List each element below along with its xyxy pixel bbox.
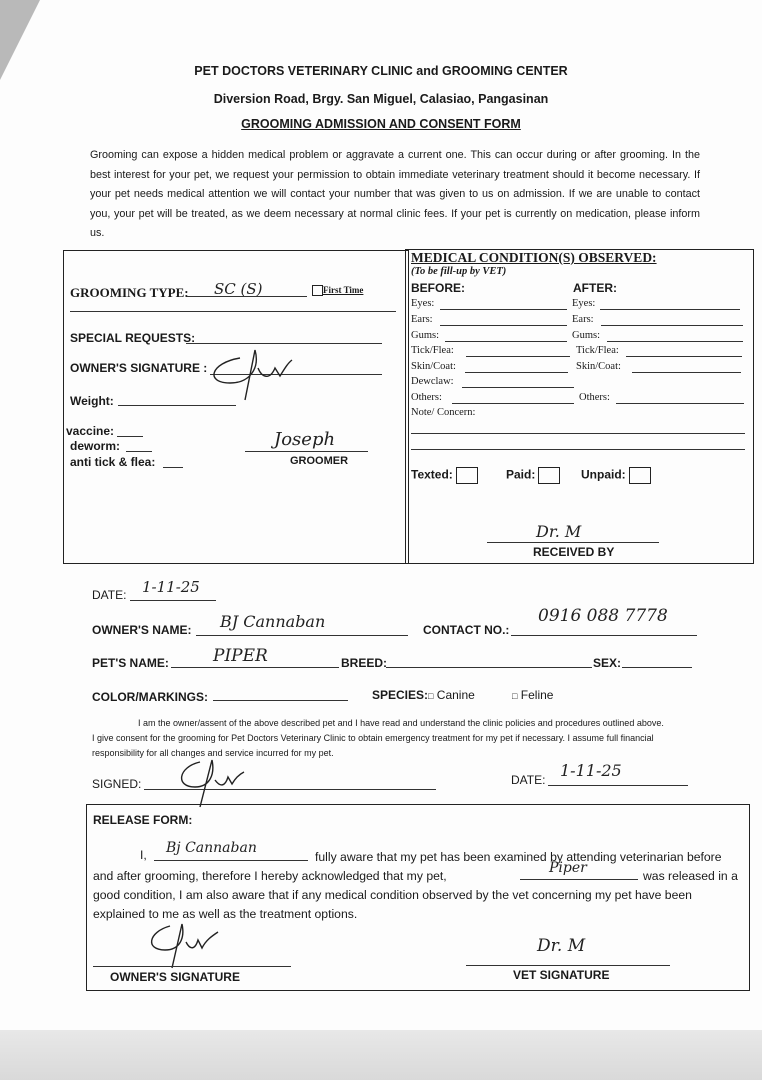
before-gums-label: Gums: [411,330,440,341]
sex-label: SEX: [593,656,622,670]
release-owner-signature-scribble [140,918,230,973]
grooming-extra-line [70,311,396,312]
first-time-option[interactable] [312,285,363,296]
before-tickflea-label: Tick/Flea: [411,345,454,356]
groomer-value[interactable]: Joseph [274,429,336,450]
release-pet-value[interactable]: Piper [549,860,587,876]
release-i: I, [140,848,147,862]
canine-checkbox[interactable]: □ [428,691,434,701]
pet-name-label: PET'S NAME: [92,656,169,670]
release-text-b: was released in a good condition, I am also aware that if any medical condition observed by the vet concerning my pet have been explained to me as well as the treatment options. [93,869,738,921]
medical-title: MEDICAL CONDITION(S) OBSERVED: [411,250,657,265]
antitick-line [163,467,183,468]
before-skincoat-line[interactable] [465,372,568,373]
note-concern-label: Note/ Concern: [411,407,476,418]
after-gums-line[interactable] [607,341,743,342]
before-tickflea-line[interactable] [466,356,570,357]
received-by-value[interactable]: Dr. M [536,522,582,541]
texted-option[interactable] [411,467,478,484]
after-label: AFTER: [573,281,617,295]
grooming-type-value[interactable]: SC (S) [214,280,263,298]
feline-option[interactable] [512,688,553,702]
consent-date-line [548,785,688,786]
owner-name-value[interactable]: BJ Cannaban [220,612,326,631]
after-ears-line[interactable] [601,325,743,326]
owner-signature-scribble [200,338,310,408]
after-tickflea-label: Tick/Flea: [576,345,619,356]
owner-name-label: OWNER'S NAME: [92,623,192,637]
before-ears-label: Ears: [411,314,433,325]
vaccine-label: vaccine: [66,424,115,438]
before-label: BEFORE: [411,281,465,295]
contact-line [511,635,697,636]
contact-label: CONTACT NO.: [423,623,510,637]
release-owner-signature-line [93,966,291,967]
received-by-label: RECEIVED BY [533,545,615,559]
canine-option[interactable] [428,688,475,702]
clinic-address: Diversion Road, Brgy. San Miguel, Calasiao, Pangasinan [213,92,549,106]
clinic-name: PET DOCTORS VETERINARY CLINIC and GROOMING CENTER [194,64,568,78]
before-gums-line[interactable] [445,341,567,342]
first-time-checkbox[interactable] [312,285,323,296]
feline-checkbox[interactable]: □ [512,691,518,701]
after-ears-label: Ears: [572,314,594,325]
after-gums-label: Gums: [572,330,601,341]
unpaid-label: Unpaid: [581,467,626,482]
before-others-label: Others: [411,392,442,403]
vet-signature-line [466,965,670,966]
breed-line[interactable] [386,667,592,668]
consent-signature-scribble [170,752,250,812]
texted-label: Texted: [411,467,453,482]
vet-signature-label: VET SIGNATURE [513,968,610,982]
paid-checkbox[interactable] [538,467,560,484]
received-by-line [487,542,659,543]
antitick-label: anti tick & flea: [70,455,156,469]
before-dewclaw-label: Dewclaw: [411,376,454,387]
after-others-label: Others: [579,392,610,403]
canine-label: Canine [436,688,475,702]
form-title: GROOMING ADMISSION AND CONSENT FORM [241,117,521,131]
species-label: SPECIES: [372,688,429,702]
note-line-2[interactable] [411,449,745,450]
breed-label: BREED: [341,656,388,670]
before-ears-line[interactable] [440,325,567,326]
deworm-label: deworm: [70,439,121,453]
first-time-label: First Time [323,285,364,295]
groomer-label: GROOMER [290,455,349,467]
texted-checkbox[interactable] [456,467,478,484]
consent-line-2: I give consent for the grooming for Pet Doctors Veterinary Clinic to obtain emergency treatment for my pet if necessary. I assume full financial responsibility for all changes and service incurred for my pet. [92,733,654,758]
owner-signature-label: OWNER'S SIGNATURE : [70,361,208,375]
intro-paragraph: Grooming can expose a hidden medical problem or aggravate a current one. This can occur during or after grooming. In the best interest for your pet, we request your permission to obtain immediate veterinary treatment should it become necessary. If your pet needs medical attention we will contact your number that was given to us on admission. If we are unable to contact you, your pet will be treated, as we deem necessary at normal clinic fees. If your pet is currently on medication, please inform us. [90,149,700,240]
feline-label: Feline [520,688,554,702]
release-owner-value[interactable]: Bj Cannaban [166,840,257,856]
after-eyes-line[interactable] [600,309,740,310]
color-markings-line[interactable] [213,700,348,701]
special-requests-label: SPECIAL REQUESTS: [70,331,196,345]
release-text-a: fully aware that my pet has been examined by attending veterinarian before and after grooming, therefore I hereby acknowledged that my pet, [93,850,722,883]
paid-label: Paid: [506,467,536,482]
signed-label: SIGNED: [92,777,142,791]
grooming-type-label: GROOMING TYPE: [70,285,189,300]
release-title: RELEASE FORM: [93,813,193,827]
date-line [130,600,216,601]
consent-date-label: DATE: [511,773,546,787]
contact-value[interactable]: 0916 088 7778 [538,606,668,626]
vaccine-line [117,436,143,437]
before-dewclaw-line[interactable] [462,387,574,388]
vet-signature-value[interactable]: Dr. M [537,936,586,956]
sex-line[interactable] [622,667,692,668]
unpaid-checkbox[interactable] [629,467,651,484]
color-markings-label: COLOR/MARKINGS: [92,690,208,704]
owner-name-line [196,635,408,636]
after-skincoat-label: Skin/Coat: [576,361,621,372]
pet-name-value[interactable]: PIPER [213,646,268,666]
date-label: DATE: [92,588,127,602]
paid-option[interactable] [506,467,560,484]
medical-subtitle: (To be fill-up by VET) [411,266,507,277]
note-line-1[interactable] [411,433,745,434]
before-skincoat-label: Skin/Coat: [411,361,456,372]
after-others-line[interactable] [616,403,744,404]
page-bottom-shadow [0,1030,762,1080]
weight-line [118,405,236,406]
unpaid-option[interactable] [581,467,651,484]
after-skincoat-line[interactable] [632,372,741,373]
before-others-line[interactable] [452,403,574,404]
after-tickflea-line[interactable] [626,356,742,357]
consent-line-1: I am the owner/assent of the above described pet and I have read and understand the clinic policies and procedures outlined above. [138,718,664,728]
weight-label: Weight: [70,394,114,408]
consent-date-value[interactable]: 1-11-25 [560,761,622,780]
after-eyes-label: Eyes: [572,298,596,309]
date-value[interactable]: 1-11-25 [142,578,200,596]
release-owner-signature-label: OWNER'S SIGNATURE [110,970,240,984]
groomer-line [245,451,368,452]
before-eyes-line[interactable] [440,309,567,310]
pet-name-line [171,667,339,668]
before-eyes-label: Eyes: [411,298,435,309]
deworm-line [126,451,152,452]
